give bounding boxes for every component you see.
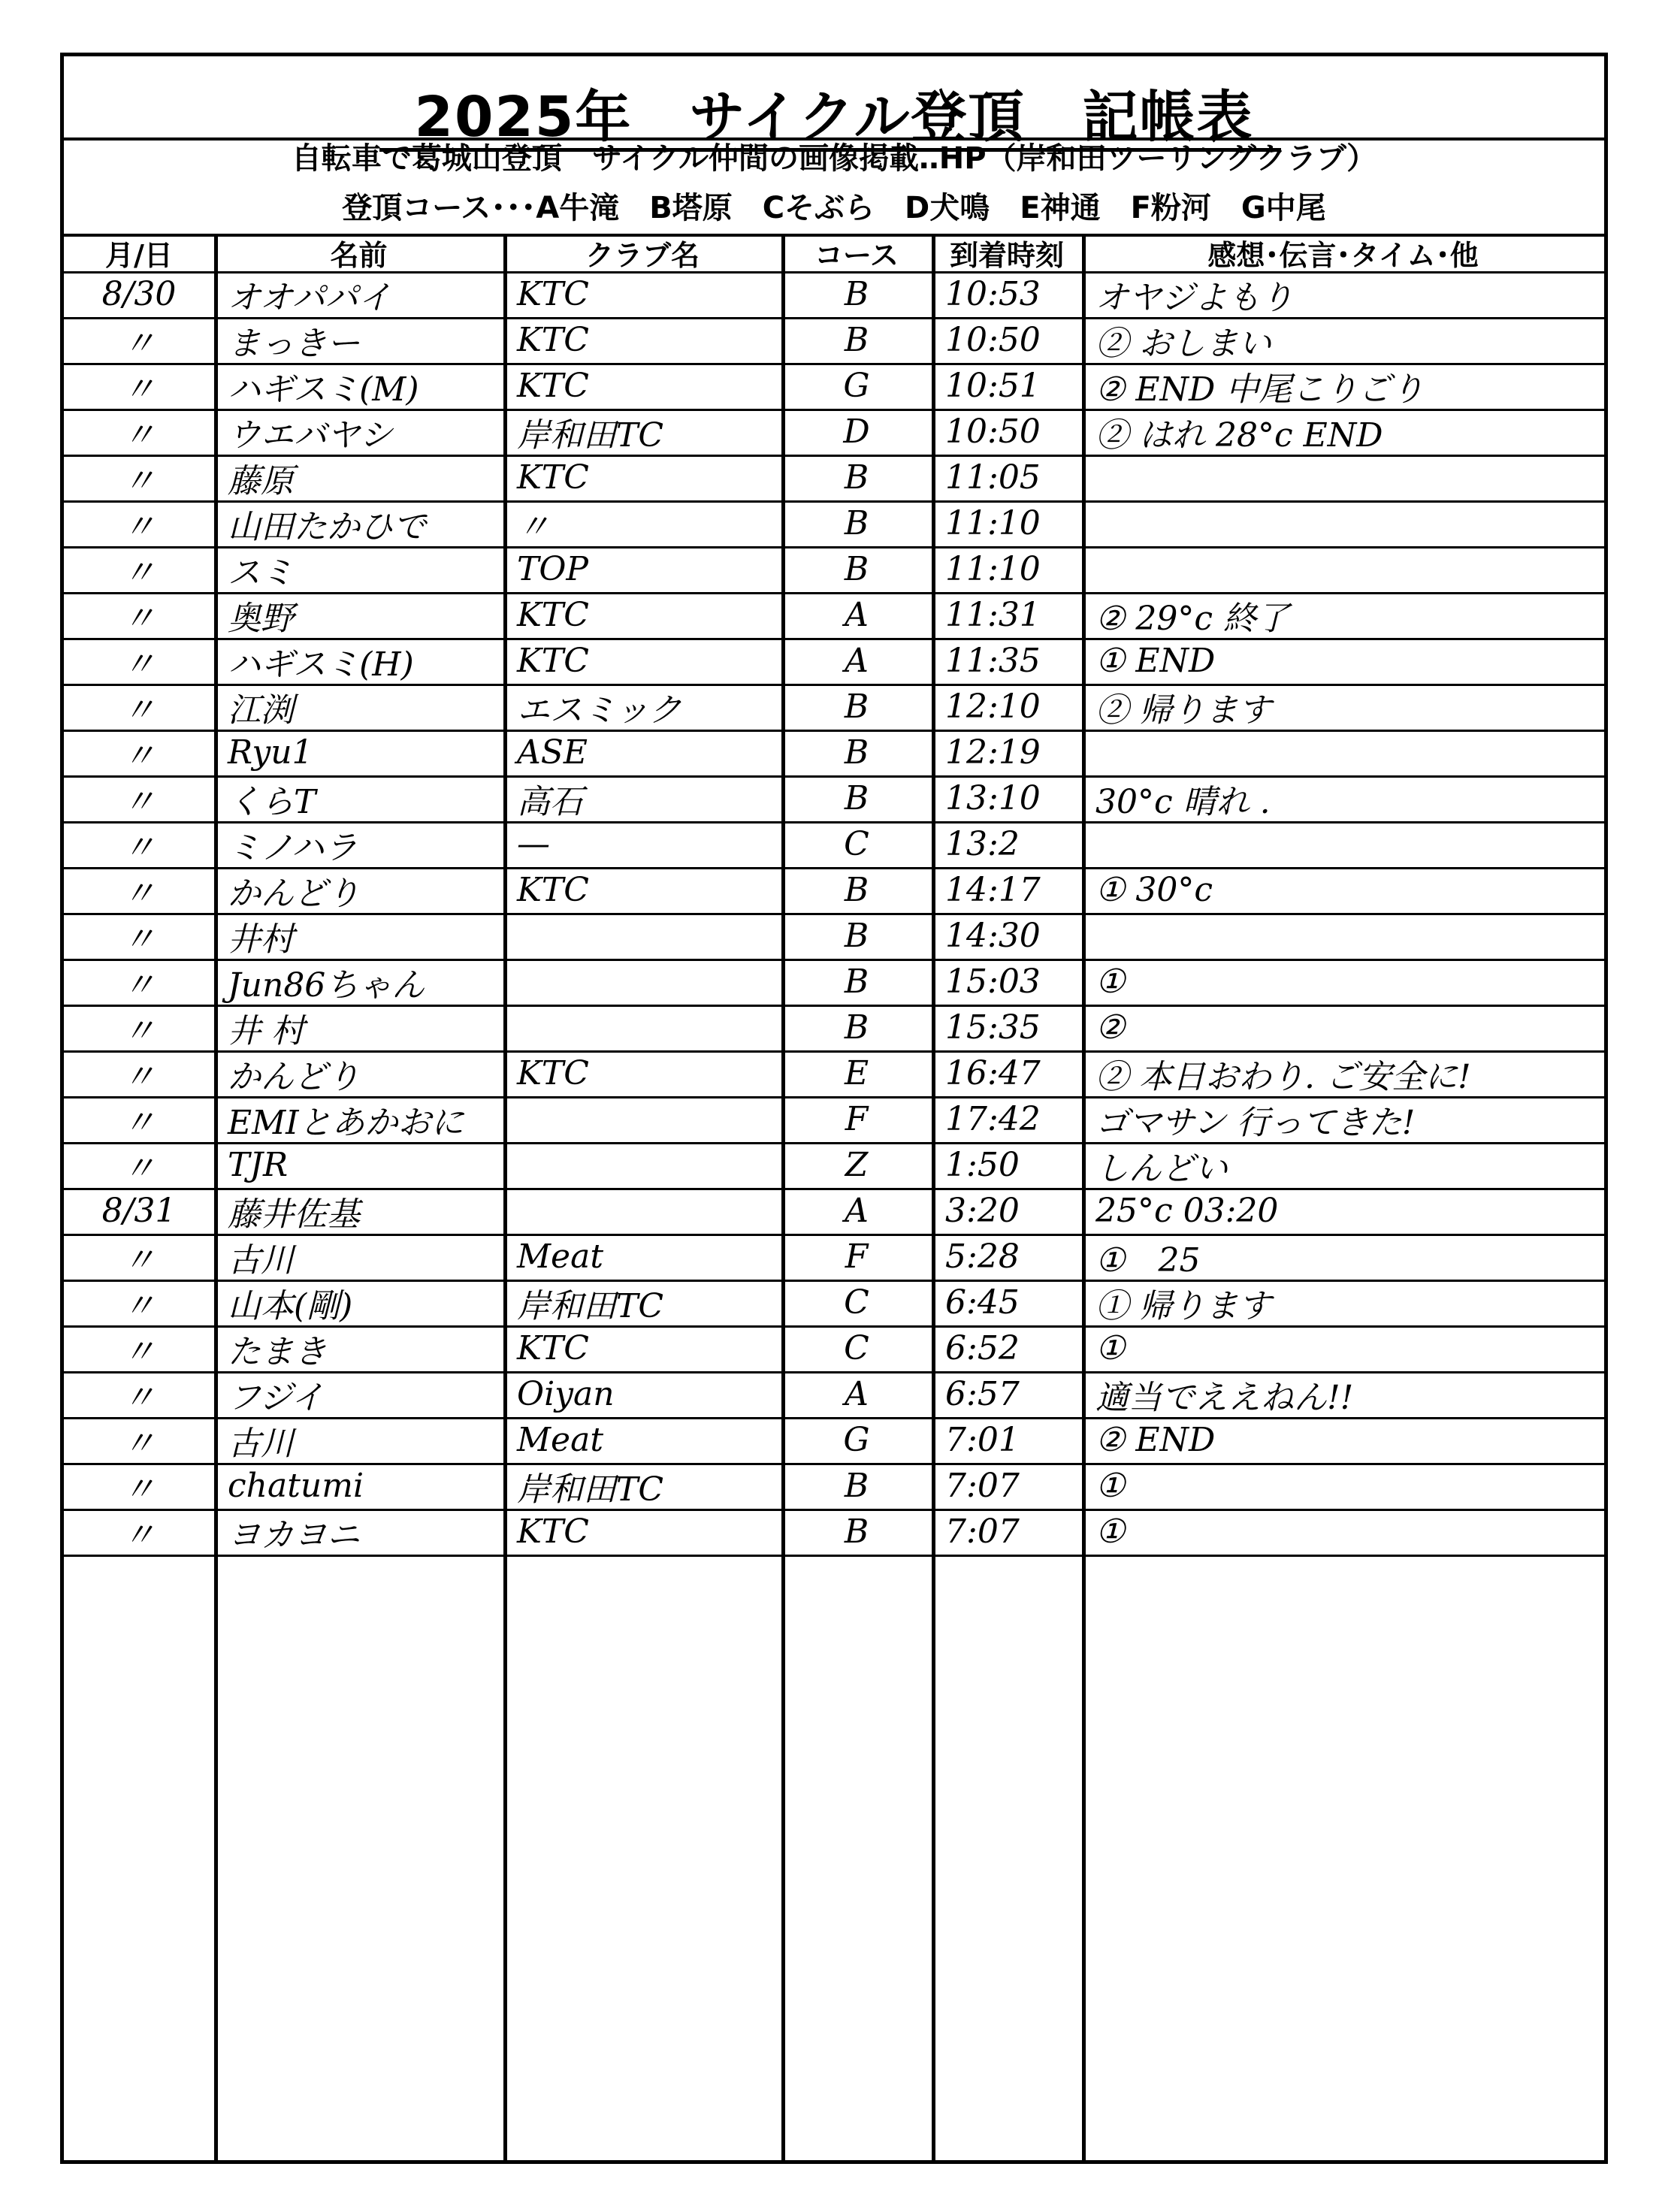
table-row [64, 1325, 1604, 1371]
cell-name: 井村 [228, 920, 294, 959]
cell-date: 〃 [122, 1515, 156, 1555]
table-row [64, 684, 1604, 730]
cell-comment: ① END [1095, 642, 1216, 680]
cell-name: フジイ [228, 1378, 325, 1417]
cell-comment: ② [1095, 1008, 1126, 1047]
cell-date: 〃 [122, 1424, 156, 1463]
cell-date: 〃 [122, 1332, 156, 1371]
cell-club: KTC [517, 642, 589, 680]
cell-club: ASE [517, 733, 588, 772]
cell-time: 12:10 [945, 687, 1041, 726]
cell-name: Jun86ちゃん [228, 965, 425, 1005]
row-divider [64, 1555, 1604, 1557]
cell-club [503, 1188, 781, 1234]
cell-comment: しんどい [1095, 1149, 1228, 1188]
cell-comment: ② END 中尾こりごり [1095, 370, 1425, 409]
table-row [64, 1142, 1604, 1188]
cell-date: 〃 [122, 461, 156, 500]
cell-course: A [845, 1375, 869, 1413]
cell-course: B [844, 1008, 869, 1047]
table-top-border [64, 234, 1604, 237]
cell-comment: ② END [1095, 1421, 1216, 1459]
table-row [64, 867, 1604, 913]
cell-date: 〃 [122, 690, 156, 730]
table-row [64, 775, 1604, 821]
cell-date: 〃 [122, 920, 156, 959]
cell-date: 〃 [122, 1240, 156, 1280]
column-divider [503, 234, 507, 2160]
cell-time: 10:50 [945, 321, 1041, 359]
cell-club: KTC [517, 321, 589, 359]
cell-date: 〃 [122, 965, 156, 1005]
cell-date: 〃 [122, 1378, 156, 1417]
cell-name: 江渕 [228, 690, 294, 730]
cell-time: 14:30 [945, 917, 1041, 955]
cell-time: 16:47 [945, 1054, 1041, 1092]
cell-course: B [844, 1512, 869, 1551]
table-row [64, 638, 1604, 684]
cell-date: 〃 [122, 1286, 156, 1325]
table-row [64, 1050, 1604, 1096]
cell-club: Oiyan [517, 1375, 615, 1413]
cell-course: B [844, 871, 869, 909]
table-row [64, 1509, 1604, 1555]
cell-date: 8/31 [101, 1192, 177, 1230]
cell-comment: 適当でええねん!! [1095, 1378, 1354, 1417]
header-time: 到着時刻 [949, 238, 1064, 271]
cell-time: 1:50 [945, 1146, 1020, 1184]
cell-name: 藤井佐基 [228, 1195, 360, 1234]
cell-comment: ① [1095, 1512, 1126, 1551]
table-row [64, 821, 1604, 867]
cell-comment: ② はれ 28°c END [1095, 416, 1383, 455]
cell-comment: ② おしまい [1095, 324, 1271, 363]
table-row [64, 1280, 1604, 1325]
cell-comment: ② 帰ります [1095, 690, 1271, 730]
cell-date: 〃 [122, 736, 156, 775]
cell-name: 古川 [228, 1240, 294, 1280]
cell-club [503, 959, 781, 1005]
header-club: クラブ名 [585, 238, 700, 271]
cell-comment [1082, 500, 1604, 546]
cell-club: KTC [517, 275, 589, 313]
cell-time: 7:07 [945, 1467, 1020, 1505]
cell-comment: ① 30°c [1095, 871, 1213, 909]
cell-comment [1082, 455, 1604, 500]
cell-name: ミノハラ [228, 828, 358, 867]
logbook-sheet [60, 53, 1608, 2164]
cell-time: 11:35 [945, 642, 1041, 680]
header-name: 名前 [330, 238, 388, 271]
table-row [64, 913, 1604, 959]
column-divider [214, 234, 218, 2160]
cell-name: ヨカヨニ [228, 1515, 360, 1555]
cell-date: 8/30 [101, 275, 177, 313]
table-row [64, 1234, 1604, 1280]
cell-club [503, 1142, 781, 1188]
cell-comment [1082, 730, 1604, 775]
cell-course: B [844, 779, 869, 817]
table-row [64, 363, 1604, 409]
cell-time: 6:45 [945, 1283, 1020, 1322]
cell-club: — [517, 825, 550, 863]
cell-course: B [844, 275, 869, 313]
cell-name: かんどり [228, 874, 360, 913]
cell-club [503, 1005, 781, 1050]
table-row [64, 1188, 1604, 1234]
cell-course: B [844, 733, 869, 772]
cell-time: 17:42 [945, 1100, 1041, 1138]
cell-comment [1082, 546, 1604, 592]
course-legend: 登頂コース･･･A牛滝 B塔原 Cそぶら D犬鳴 E神通 F粉河 G中尾 [342, 191, 1326, 225]
table-row [64, 1463, 1604, 1509]
cell-course: B [844, 917, 869, 955]
cell-club: KTC [517, 367, 589, 405]
cell-comment: ① [1095, 1329, 1126, 1367]
cell-name: ハギスミ(M) [228, 370, 419, 409]
cell-club: Meat [517, 1237, 604, 1276]
subtitle: 自転車で葛城山登頂 サイクル仲間の画像掲載‥HP（岸和田ツーリングクラブ） [291, 141, 1377, 176]
cell-time: 15:03 [945, 962, 1041, 1001]
cell-club: TOP [517, 550, 589, 588]
column-divider [781, 234, 785, 2160]
cell-club: KTC [517, 1512, 589, 1551]
cell-course: A [845, 1192, 869, 1230]
column-divider [932, 234, 935, 2160]
cell-name: 井 村 [228, 1011, 304, 1050]
cell-course: C [844, 825, 869, 863]
table-row [64, 500, 1604, 546]
cell-name: スミ [228, 553, 294, 592]
cell-time: 5:28 [945, 1237, 1020, 1276]
cell-date: 〃 [122, 553, 156, 592]
cell-date: 〃 [122, 828, 156, 867]
table-row [64, 317, 1604, 363]
cell-comment [1082, 913, 1604, 959]
table-row [64, 455, 1604, 500]
cell-time: 14:17 [945, 871, 1041, 909]
cell-name: ハギスミ(H) [228, 645, 414, 684]
cell-name: TJR [228, 1146, 289, 1184]
cell-time: 11:05 [945, 458, 1041, 497]
page-title-text: 2025年 サイクル登頂 記帳表 [414, 85, 1254, 150]
cell-course: B [844, 550, 869, 588]
cell-course: Z [845, 1146, 869, 1184]
cell-date: 〃 [122, 874, 156, 913]
cell-club: KTC [517, 458, 589, 497]
cell-club: KTC [517, 1329, 589, 1367]
header-course: コース [814, 238, 899, 271]
cell-name: chatumi [228, 1467, 364, 1505]
cell-club: 〃 [517, 507, 550, 546]
table-row [64, 546, 1604, 592]
cell-comment: 30°c 晴れ . [1095, 782, 1271, 821]
cell-course: F [845, 1100, 869, 1138]
cell-comment: ① 25 [1095, 1240, 1201, 1280]
cell-name: EMIとあかおに [228, 1103, 464, 1142]
table-row [64, 959, 1604, 1005]
cell-name: Ryu1 [228, 733, 313, 772]
cell-time: 3:20 [945, 1192, 1020, 1230]
cell-time: 13:10 [945, 779, 1041, 817]
cell-course: G [843, 1421, 870, 1459]
cell-name: まっきー [228, 324, 360, 363]
cell-club: 岸和田TC [517, 1286, 664, 1325]
cell-comment: ゴマサン 行ってきた! [1095, 1103, 1416, 1142]
cell-club: KTC [517, 871, 589, 909]
cell-course: A [845, 596, 869, 634]
cell-date: 〃 [122, 1149, 156, 1188]
cell-club [503, 1096, 781, 1142]
cell-course: D [843, 412, 870, 451]
cell-date: 〃 [122, 370, 156, 409]
cell-name: ウエバヤシ [228, 416, 393, 455]
cell-name: 山田たかひで [228, 507, 426, 546]
table-row [64, 1417, 1604, 1463]
cell-time: 13:2 [945, 825, 1020, 863]
cell-course: F [845, 1237, 869, 1276]
cell-name: 奥野 [228, 599, 294, 638]
cell-course: B [844, 962, 869, 1001]
cell-club: KTC [517, 596, 589, 634]
cell-club [503, 913, 781, 959]
cell-name: たまき [228, 1332, 327, 1371]
table-row [64, 1371, 1604, 1417]
cell-date: 〃 [122, 645, 156, 684]
cell-date: 〃 [122, 416, 156, 455]
cell-name: 山本(剛) [228, 1286, 353, 1325]
cell-date: 〃 [122, 782, 156, 821]
cell-name: オオパパイ [228, 278, 391, 317]
cell-course: B [844, 321, 869, 359]
cell-name: 古川 [228, 1424, 294, 1463]
cell-course: A [845, 642, 869, 680]
cell-comment: ① [1095, 1467, 1126, 1505]
cell-name: 藤原 [228, 461, 294, 500]
table-header [64, 234, 1604, 271]
cell-name: かんどり [228, 1057, 360, 1096]
cell-time: 11:31 [945, 596, 1041, 634]
cell-date: 〃 [122, 1011, 156, 1050]
table-row [64, 409, 1604, 455]
cell-course: G [843, 367, 870, 405]
cell-club: 岸和田TC [517, 1470, 664, 1509]
table-row [64, 1005, 1604, 1050]
header-date: 月/日 [105, 238, 173, 271]
cell-time: 11:10 [945, 550, 1041, 588]
cell-course: B [844, 504, 869, 542]
cell-name: くらT [228, 782, 316, 821]
cell-comment: ② 29°c 終了 [1095, 599, 1290, 638]
cell-club: 高石 [517, 782, 583, 821]
cell-time: 6:52 [945, 1329, 1020, 1367]
cell-club: Meat [517, 1421, 604, 1459]
cell-comment: 25°c 03:20 [1095, 1192, 1279, 1230]
cell-comment: ① 帰ります [1095, 1286, 1271, 1325]
cell-club: エスミック [517, 690, 682, 730]
cell-club: 岸和田TC [517, 416, 664, 455]
cell-course: E [844, 1054, 869, 1092]
cell-course: C [844, 1329, 869, 1367]
table-row [64, 730, 1604, 775]
cell-course: B [844, 1467, 869, 1505]
cell-time: 7:07 [945, 1512, 1020, 1551]
cell-comment [1082, 821, 1604, 867]
cell-time: 11:10 [945, 504, 1041, 542]
cell-time: 12:19 [945, 733, 1041, 772]
cell-date: 〃 [122, 599, 156, 638]
table-row [64, 271, 1604, 317]
cell-date: 〃 [122, 1103, 156, 1142]
cell-comment: ① [1095, 962, 1126, 1001]
cell-course: B [844, 687, 869, 726]
header-comment: 感想･伝言･タイム･他 [1207, 238, 1479, 271]
cell-time: 10:51 [945, 367, 1041, 405]
table-row [64, 592, 1604, 638]
cell-course: C [844, 1283, 869, 1322]
cell-time: 15:35 [945, 1008, 1041, 1047]
cell-comment: ② 本日おわり. ご安全に! [1095, 1057, 1471, 1096]
cell-time: 10:53 [945, 275, 1041, 313]
table-row [64, 1096, 1604, 1142]
cell-time: 10:50 [945, 412, 1041, 451]
cell-time: 6:57 [945, 1375, 1020, 1413]
cell-date: 〃 [122, 1057, 156, 1096]
cell-time: 7:01 [945, 1421, 1020, 1459]
cell-club: KTC [517, 1054, 589, 1092]
cell-comment: オヤジよもり [1095, 278, 1294, 317]
cell-date: 〃 [122, 324, 156, 363]
cell-date: 〃 [122, 507, 156, 546]
cell-course: B [844, 458, 869, 497]
column-divider [1082, 234, 1086, 2160]
cell-date: 〃 [122, 1470, 156, 1509]
